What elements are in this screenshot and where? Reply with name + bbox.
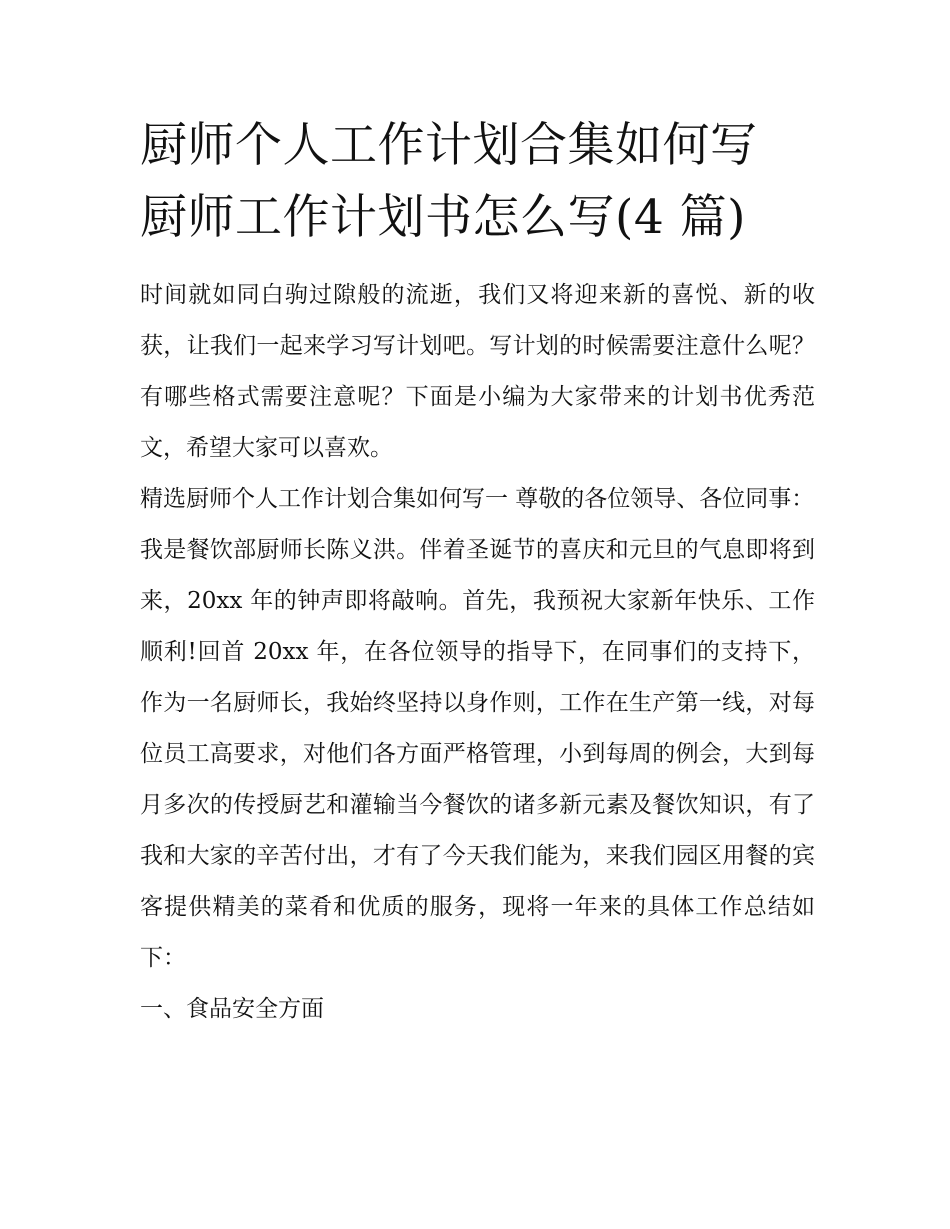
document-title	[140, 110, 815, 254]
paragraph-greeting: 精选厨师个人工作计划合集如何写一 尊敬的各位领导、各位同事：	[140, 486, 815, 512]
paragraph-summary: 我是餐饮部厨师长陈义洪。伴着圣诞节的喜庆和元旦的气息即将到来，20xx 年的钟声即将敲响。首先，我预祝大家新年快乐、工作顺利!回首 20xx 年，在各位领导的指导下，在同事们的支持下，作为一名厨师长，我始终坚持以身作则，工作在生产第一线，对每位员工高要求，对他们各方面严格管理，小到每周的例会，大到每月多次的传授厨艺和灌输当今餐饮的诸多新元素及餐饮知识，有了我和大家的辛苦付出，才有了今天我们能为，来我们园区用餐的宾客提供精美的菜肴和优质的服务，现将一年来的具体工作总结如下：	[140, 537, 815, 971]
section-heading-food-safety: 一、食品安全方面	[140, 996, 324, 1022]
title-line-1: 厨师个人工作计划合集如何写	[140, 118, 758, 173]
paragraph-intro: 时间就如同白驹过隙般的流逝，我们又将迎来新的喜悦、新的收获，让我们一起来学习写计划吧。写计划的时候需要注意什么呢？有哪些格式需要注意呢？下面是小编为大家带来的计划书优秀范文，希望大家可以喜欢。	[140, 282, 815, 461]
document-body	[140, 270, 815, 1035]
document-page	[140, 110, 815, 1035]
title-line-2: 厨师工作计划书怎么写(4 篇)	[140, 190, 747, 245]
